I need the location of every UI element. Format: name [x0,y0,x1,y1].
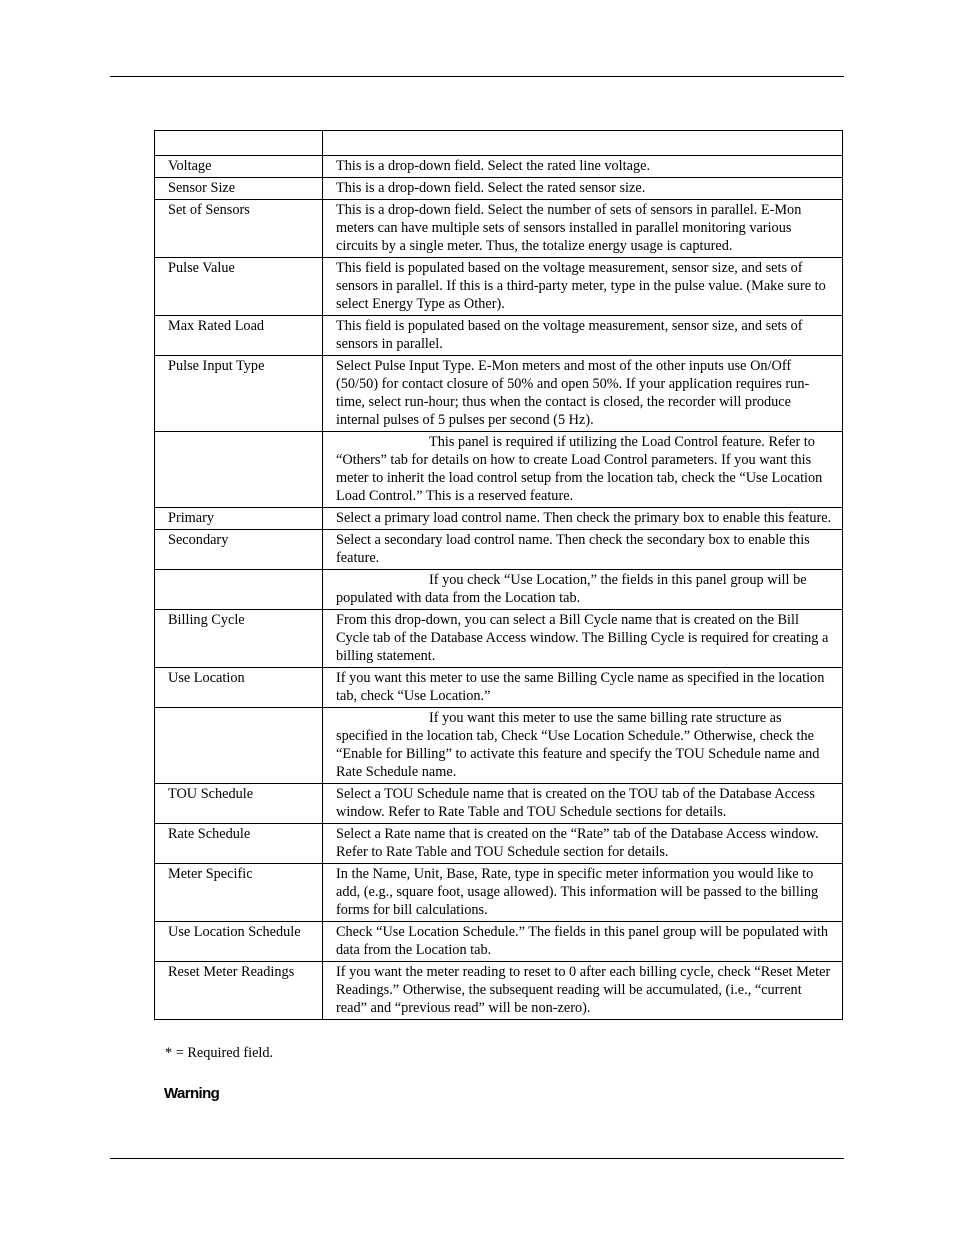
footer-rule [110,1158,844,1159]
field-description: Select Pulse Input Type. E-Mon meters and most of the other inputs use On/Off (50/50) for contact closure of 50% and open 50%. If your application requires run-time, select run-hour; thus when the contact is closed, the recorder will produce internal pulses of 5 pulses per second (5 Hz). [323,356,843,432]
field-description [323,570,843,610]
field-description: Select a primary load control name. Then check the primary box to enable this feature. [323,508,843,530]
field-description: Check “Use Location Schedule.” The fields in this panel group will be populated with data from the Location tab. [323,922,843,962]
table-group-row [155,570,843,610]
field-description [323,432,843,508]
table-row [155,356,843,432]
group-description-text: If you want this meter to use the same billing rate structure as specified in the location tab, Check “Use Location Schedule.” Otherwise, check the “Enable for Billing” to activate this feature and specify the TOU Schedule name and Rate Schedule name. [336,710,820,780]
field-name: Set of Sensors [155,200,323,258]
field-name: Voltage [155,156,323,178]
field-description: This is a drop-down field. Select the rated line voltage. [323,156,843,178]
table-group-row [155,708,843,784]
header-cell-description [323,131,843,156]
required-field-note: * = Required field. [165,1045,274,1061]
field-description: If you want this meter to use the same Billing Cycle name as specified in the location tab, check “Use Location.” [323,668,843,708]
field-name: Sensor Size [155,178,323,200]
group-description-text: If you check “Use Location,” the fields in this panel group will be populated with data from the Location tab. [336,572,807,606]
field-description: From this drop-down, you can select a Bill Cycle name that is created on the Bill Cycle tab of the Database Access window. The Billing Cycle is required for creating a billing statement. [323,610,843,668]
table-row [155,864,843,922]
field-name: Max Rated Load [155,316,323,356]
field-name: Pulse Input Type [155,356,323,432]
table-row [155,316,843,356]
table-header-row [155,131,843,156]
table-row [155,530,843,570]
field-description: Select a secondary load control name. Then check the secondary box to enable this feature. [323,530,843,570]
table-row [155,610,843,668]
table-row [155,178,843,200]
field-name: Reset Meter Readings [155,962,323,1020]
field-description [323,708,843,784]
field-name: Secondary [155,530,323,570]
field-description: This is a drop-down field. Select the rated sensor size. [323,178,843,200]
field-description: This is a drop-down field. Select the number of sets of sensors in parallel. E-Mon meters can have multiple sets of sensors installed in parallel monitoring various circuits by a single meter. Thus, the totalize energy usage is captured. [323,200,843,258]
field-description: Select a Rate name that is created on the “Rate” tab of the Database Access window. Refer to Rate Table and TOU Schedule section for details. [323,824,843,864]
field-name: Meter Specific [155,864,323,922]
field-description: If you want the meter reading to reset to 0 after each billing cycle, check “Reset Meter Readings.” Otherwise, the subsequent reading will be accumulated, (i.e., “current read” and “previous read” will be non-zero). [323,962,843,1020]
table-row [155,508,843,530]
table-row [155,922,843,962]
field-name: Use Location Schedule [155,922,323,962]
field-name: TOU Schedule [155,784,323,824]
field-description: In the Name, Unit, Base, Rate, type in specific meter information you would like to add, (e.g., square foot, usage allowed). This information will be passed to the billing forms for bill calculations. [323,864,843,922]
table-row [155,258,843,316]
field-name [155,570,323,610]
table-row [155,962,843,1020]
header-cell-field [155,131,323,156]
group-description-text: This panel is required if utilizing the Load Control feature. Refer to “Others” tab for details on how to create Load Control parameters. If you want this meter to inherit the load control setup from the location tab, check the “Use Location Load Control.” This is a reserved feature. [336,434,823,504]
table-row [155,200,843,258]
field-name: Rate Schedule [155,824,323,864]
field-description: This field is populated based on the voltage measurement, sensor size, and sets of sensors in parallel. If this is a third-party meter, type in the pulse value. (Make sure to select Energy Type as Other). [323,258,843,316]
header-rule [110,76,844,77]
field-name [155,432,323,508]
field-name: Billing Cycle [155,610,323,668]
table-row [155,824,843,864]
field-name [155,708,323,784]
field-name: Use Location [155,668,323,708]
warning-heading: Warning [164,1085,220,1102]
field-name: Primary [155,508,323,530]
field-name: Pulse Value [155,258,323,316]
field-description: This field is populated based on the voltage measurement, sensor size, and sets of sensors in parallel. [323,316,843,356]
table-group-row [155,432,843,508]
table-row [155,668,843,708]
field-description: Select a TOU Schedule name that is created on the TOU tab of the Database Access window. Refer to Rate Table and TOU Schedule sections for details. [323,784,843,824]
table-row [155,156,843,178]
table-row [155,784,843,824]
field-description-table [154,130,843,1020]
